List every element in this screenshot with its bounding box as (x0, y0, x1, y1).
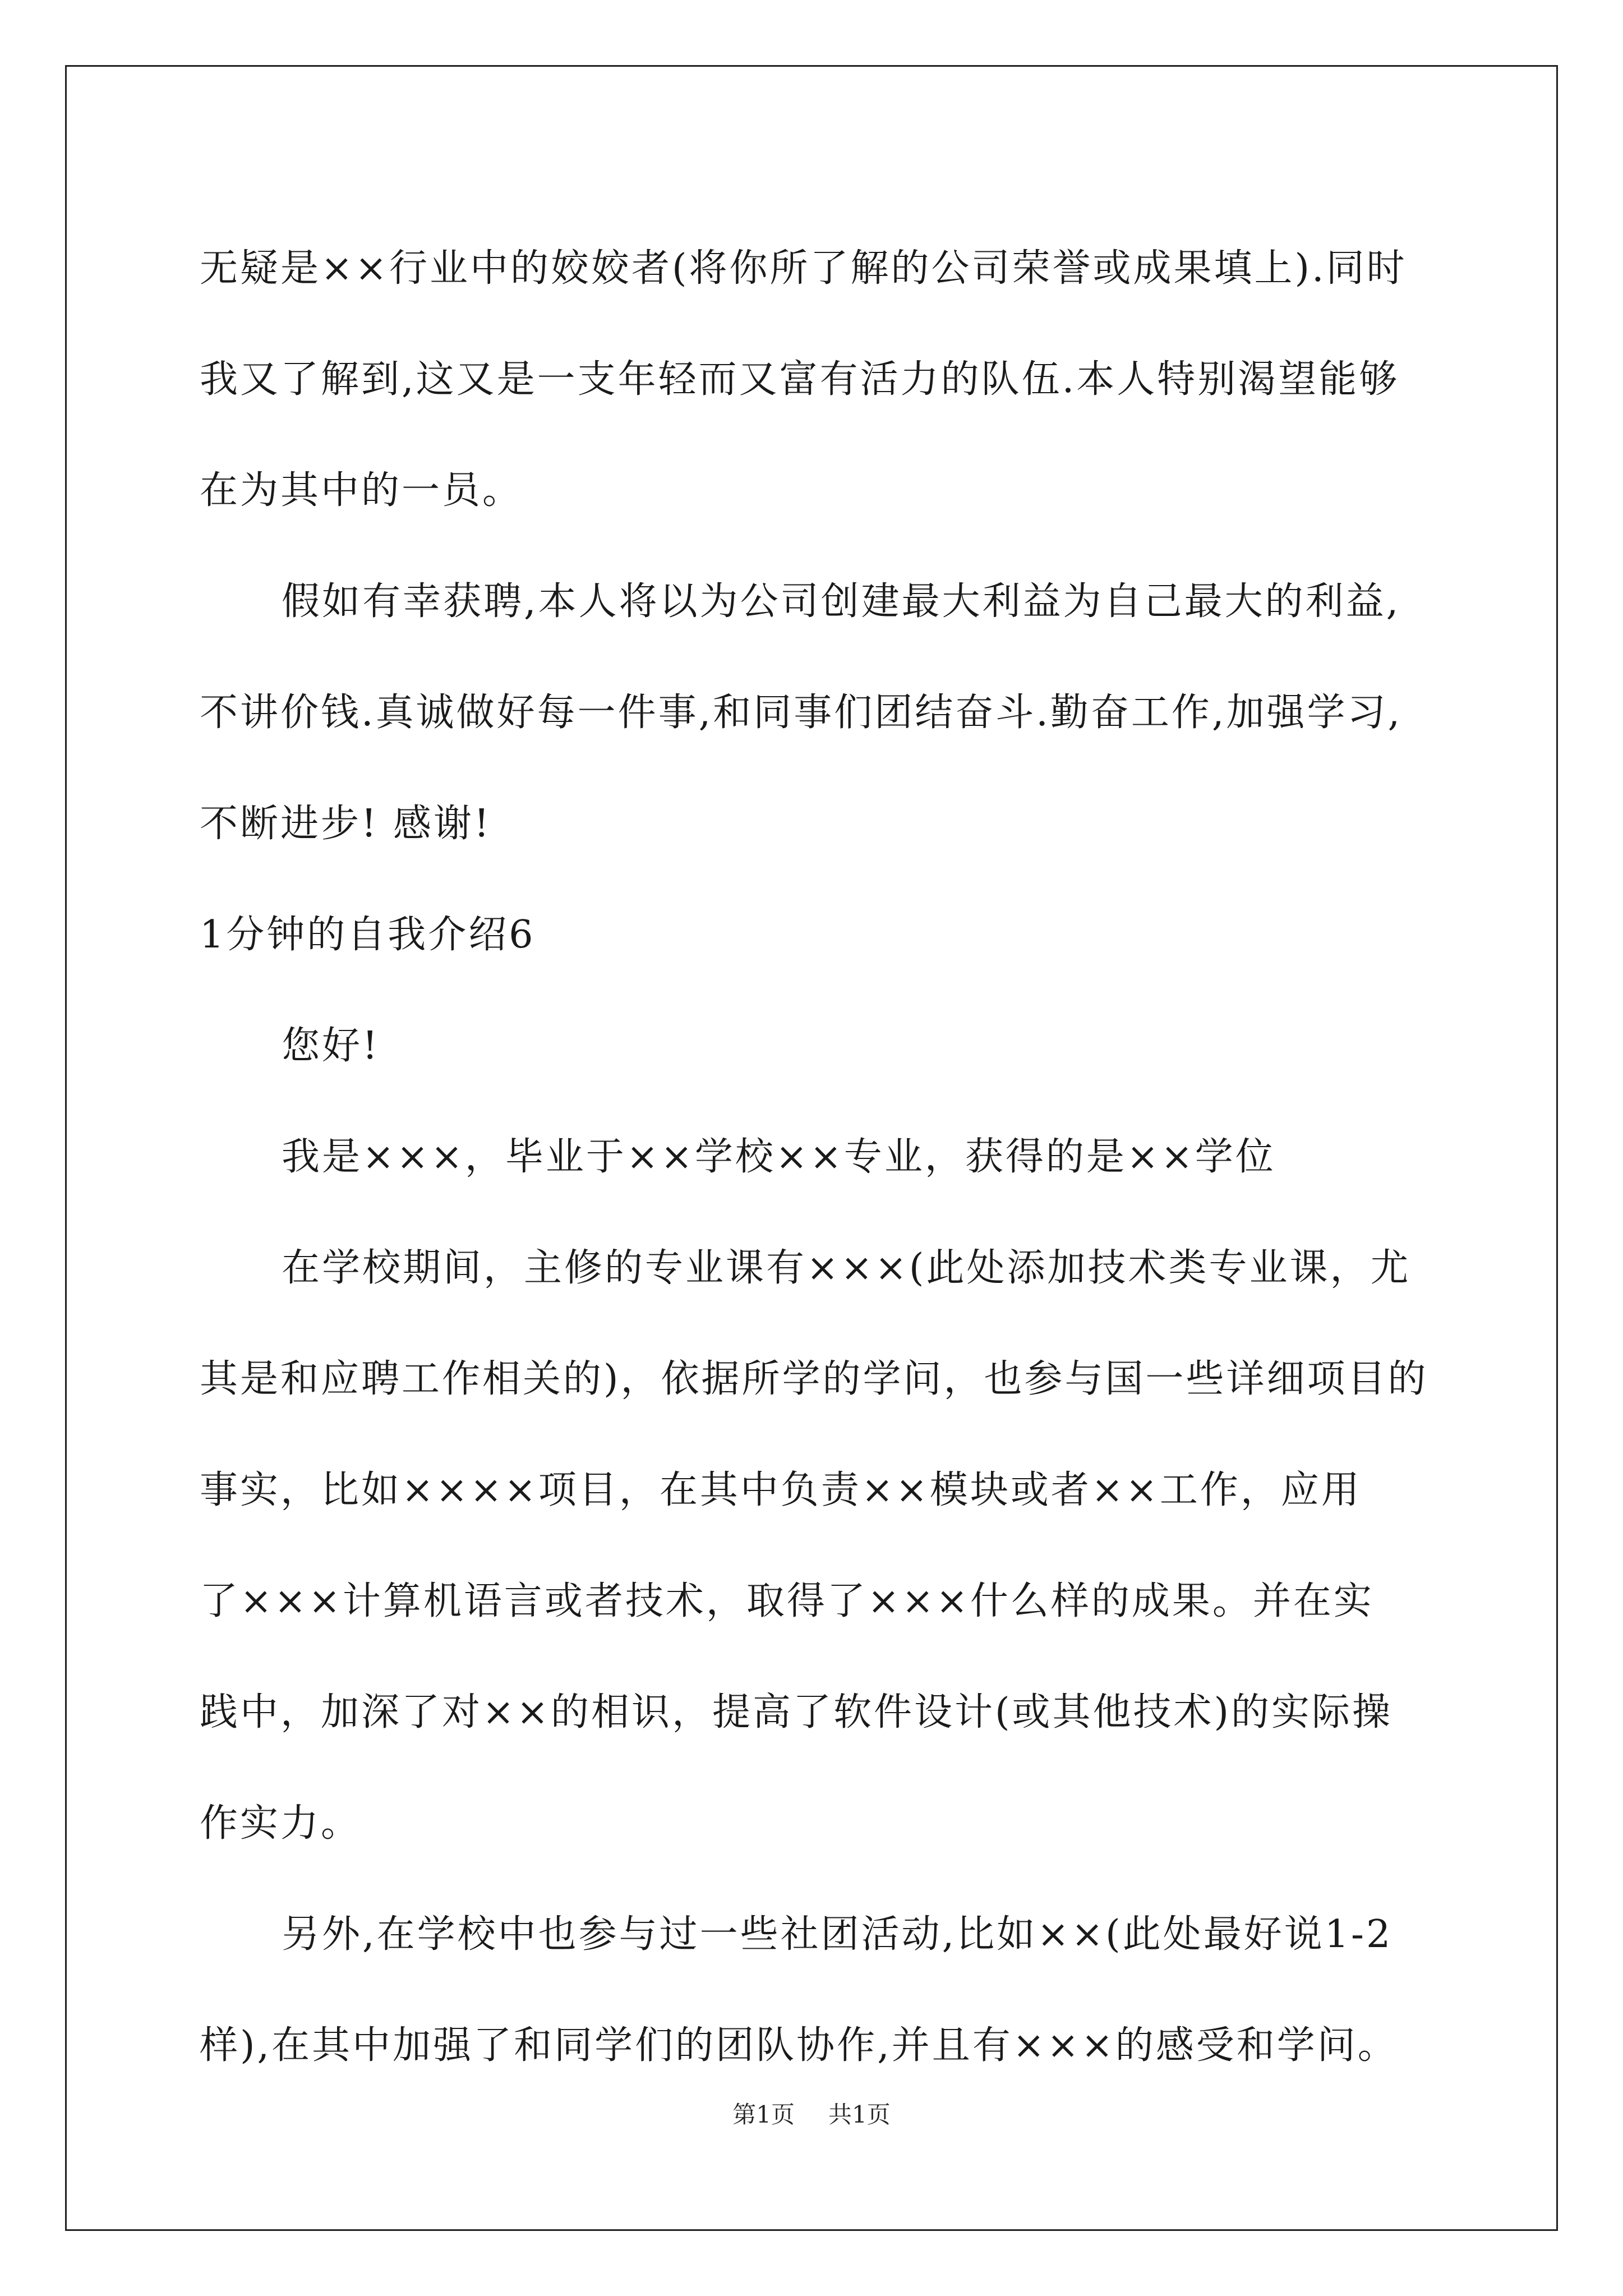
page-number-current: 第1页 (732, 2101, 795, 2128)
text-line: 践中，加深了对××的相识，提高了软件设计(或其他技术)的实际操 (200, 1690, 1393, 1734)
paragraph-start-line: 假如有幸获聘,本人将以为公司创建最大利益为自己最大的利益, (282, 579, 1401, 624)
text-line: 样),在其中加强了和同学们的团队协作,并且有×××的感受和学问。 (200, 2023, 1398, 2068)
text-line: 我又了解到,这又是一支年轻而又富有活力的队伍.本人特别渴望能够 (200, 357, 1400, 402)
text-line: 事实，比如××××项目，在其中负责××模块或者××工作，应用 (200, 1468, 1362, 1512)
text-line: 作实力。 (200, 1801, 362, 1846)
paragraph-start-line: 在学校期间，主修的专业课有×××(此处添加技术类专业课，尤 (282, 1246, 1411, 1290)
page-footer (0, 2098, 1623, 2132)
text-line: 无疑是××行业中的姣姣者(将你所了解的公司荣誉或成果填上).同时 (200, 246, 1407, 291)
greeting-line: 您好! (282, 1024, 380, 1068)
document-body (200, 213, 1433, 2101)
text-line: 不讲价钱.真诚做好每一件事,和同事们团结奋斗.勤奋工作,加强学习, (200, 691, 1403, 735)
text-line: 其是和应聘工作相关的)，依据所学的学问，也参与国一些详细项目的 (200, 1357, 1428, 1401)
page-number-total: 共1页 (828, 2101, 891, 2128)
text-line: 了×××计算机语言或者技术，取得了×××什么样的成果。并在实 (200, 1579, 1374, 1623)
text-line: 不断进步! 感谢! (200, 802, 492, 846)
section-heading: 1分钟的自我介绍6 (200, 913, 536, 957)
paragraph-start-line: 我是×××，毕业于××学校××专业，获得的是××学位 (282, 1135, 1276, 1179)
text-line: 在为其中的一员。 (200, 468, 523, 513)
paragraph-start-line: 另外,在学校中也参与过一些社团活动,比如××(此处最好说1-2 (282, 1912, 1393, 1957)
